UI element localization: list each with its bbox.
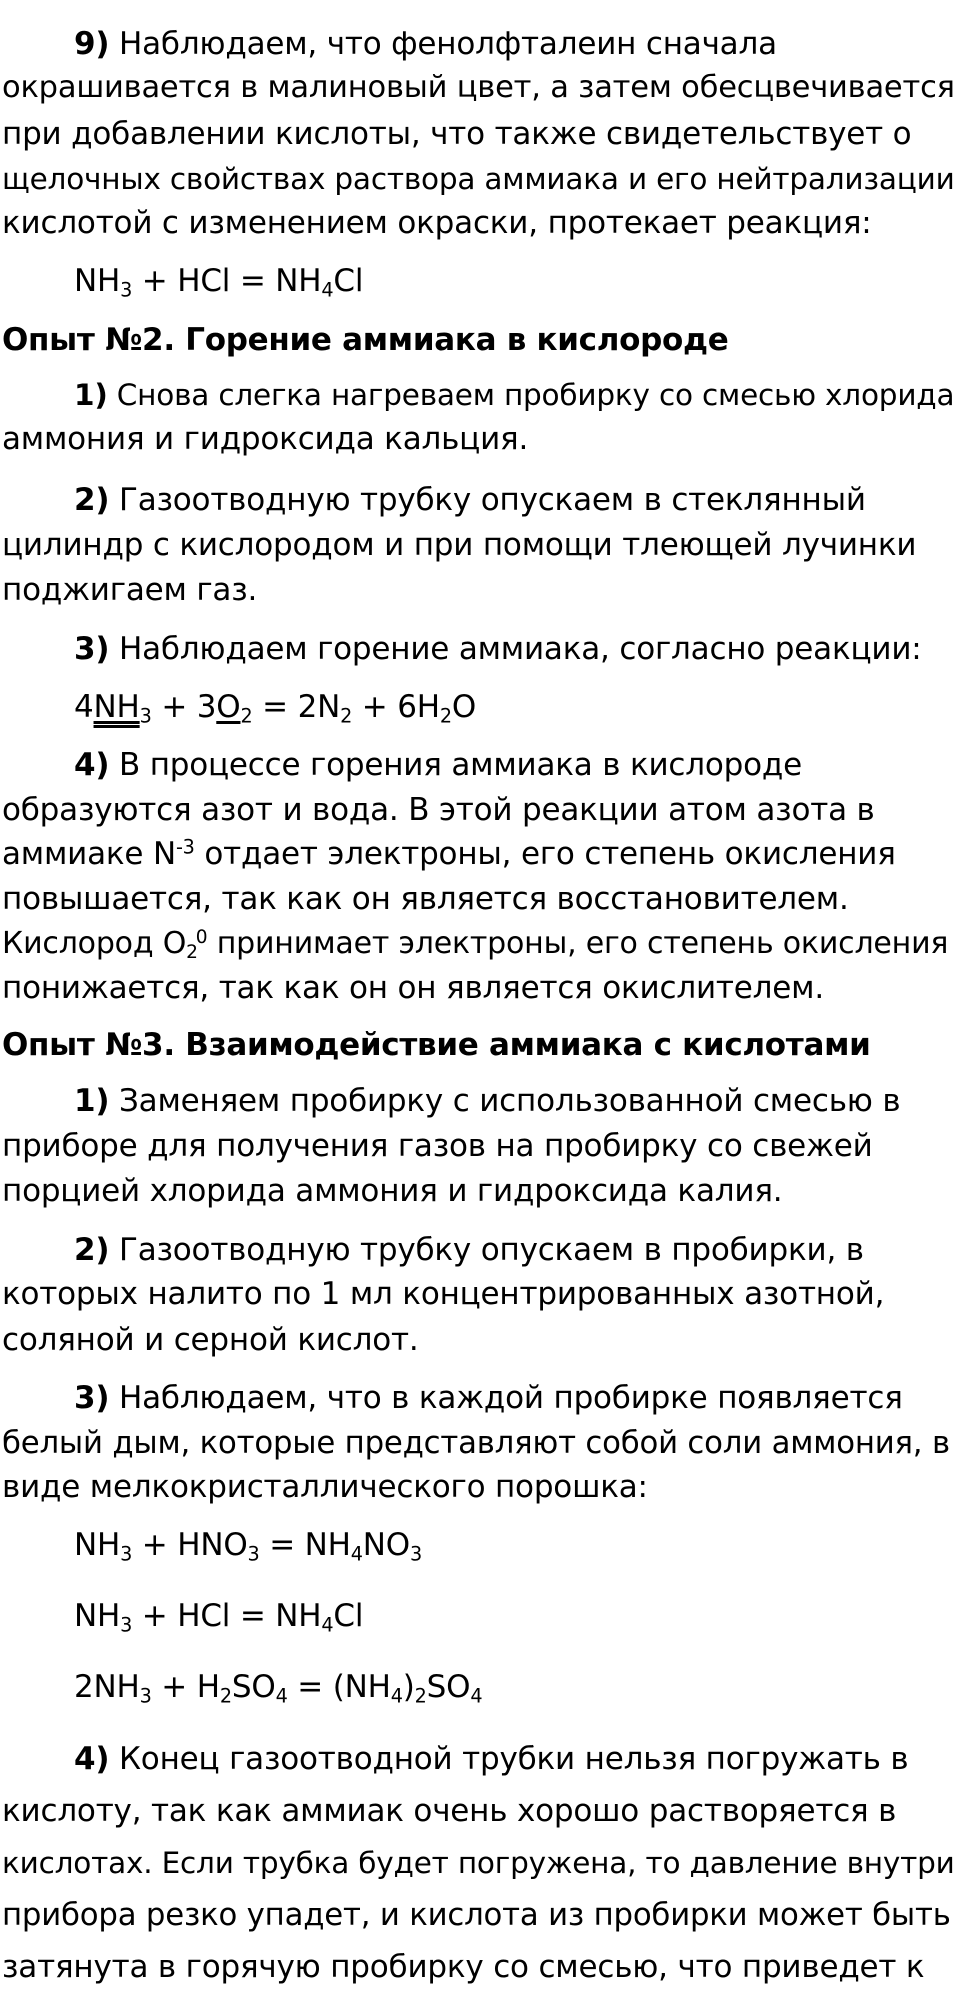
- exp3-step4-line5: затянута в горячую пробирку со смесью, что приведет к: [2, 1949, 925, 1985]
- exp2-step4-line2: образуются азот и вода. В этой реакции атом азота в: [2, 792, 875, 828]
- exp3-step2-line3: соляной и серной кислот.: [2, 1322, 419, 1358]
- equation-nh3-hcl: $NH_3$ + HCl = $NH_4Cl$: [74, 263, 364, 302]
- exp3-step4-line4: прибора резко упадет, и кислота из пробирки может быть: [2, 1897, 951, 1933]
- exp2-step2-line3: поджигаем газ.: [2, 572, 258, 608]
- exp3-step4-line1: 4) Конец газоотводной трубки нельзя погружать в: [74, 1741, 909, 1777]
- exp3-step3-line2: белый дым, которые представляют собой соли аммония, в: [2, 1425, 950, 1461]
- reducer-underline: $NH_3$: [93, 689, 152, 728]
- step9-line3: при добавлении кислоты, что также свидетельствует о: [2, 116, 912, 152]
- step9-line2: окрашивается в малиновый цвет, а затем обесцвечивается: [2, 70, 955, 105]
- equation-nh3-h2so4: $2NH_3 + H_2SO_4 = (NH_4)_2SO_4$: [74, 1669, 483, 1708]
- step9-number: 9): [74, 26, 110, 62]
- exp2-step4-line6: понижается, так как он он является окислителем.: [2, 970, 824, 1006]
- exp2-step4-line4: повышается, так как он является восстановителем.: [2, 881, 849, 917]
- exp3-step4-line2: кислоту, так как аммиак очень хорошо растворяется в: [2, 1793, 897, 1829]
- exp2-step2-line2: цилиндр с кислородом и при помощи тлеющей лучинки: [2, 527, 917, 563]
- exp3-step1-line3: порцией хлорида аммония и гидроксида калия.: [2, 1173, 783, 1209]
- equation-nh3-hcl-2: $NH_3$ + HCl = $NH_4Cl$: [74, 1598, 364, 1637]
- exp2-step1-line1: 1) Снова слегка нагреваем пробирку со смесью хлорида: [74, 378, 955, 412]
- step9-text: Наблюдаем, что фенолфталеин сначала: [109, 26, 777, 62]
- oxidizer-underline: $O_2$: [216, 689, 253, 728]
- step9-line4: щелочных свойствах раствора аммиака и его нейтрализации: [2, 162, 955, 196]
- equation-ammonia-combustion: $4NH_3 + 3O_2 = 2N_2 + 6H_2O$: [74, 689, 477, 728]
- exp2-heading: Опыт №2. Горение аммиака в кислороде: [2, 322, 729, 358]
- exp2-step1-line2: аммония и гидроксида кальция.: [2, 421, 529, 457]
- exp3-heading: Опыт №3. Взаимодействие аммиака с кислотами: [2, 1027, 871, 1063]
- exp2-step4-line1: 4) В процессе горения аммиака в кислороде: [74, 747, 802, 783]
- exp3-step4-line3: кислотах. Если трубка будет погружена, то давление внутри: [2, 1846, 955, 1880]
- exp3-step1-line2: приборе для получения газов на пробирку со свежей: [2, 1128, 873, 1164]
- exp2-step3-line: 3) Наблюдаем горение аммиака, согласно реакции:: [74, 631, 922, 667]
- step9-line1: [74, 22, 777, 66]
- equation-nh3-hno3: $NH_3 + HNO_3 = NH_4NO_3$: [74, 1527, 423, 1566]
- exp3-step3-line1: 3) Наблюдаем, что в каждой пробирке появляется: [74, 1380, 903, 1416]
- exp2-step4-line3: аммиаке $N^{-3}$ отдает электроны, его степень окисления: [2, 835, 896, 872]
- exp3-step1-line1: 1) Заменяем пробирку с использованной смесью в: [74, 1083, 901, 1119]
- exp3-step2-line2: которых налито по 1 мл концентрированных азотной,: [2, 1276, 885, 1312]
- step9-line5: кислотой с изменением окраски, протекает реакция:: [2, 205, 872, 241]
- exp2-step2-line1: 2) Газоотводную трубку опускаем в стеклянный: [74, 482, 866, 518]
- exp3-step2-line1: 2) Газоотводную трубку опускаем в пробирки, в: [74, 1232, 864, 1268]
- exp3-step3-line3: виде мелкокристаллического порошка:: [2, 1469, 648, 1505]
- exp2-step4-line5: Кислород $O_2^0$ принимает электроны, его степень окисления: [2, 926, 949, 964]
